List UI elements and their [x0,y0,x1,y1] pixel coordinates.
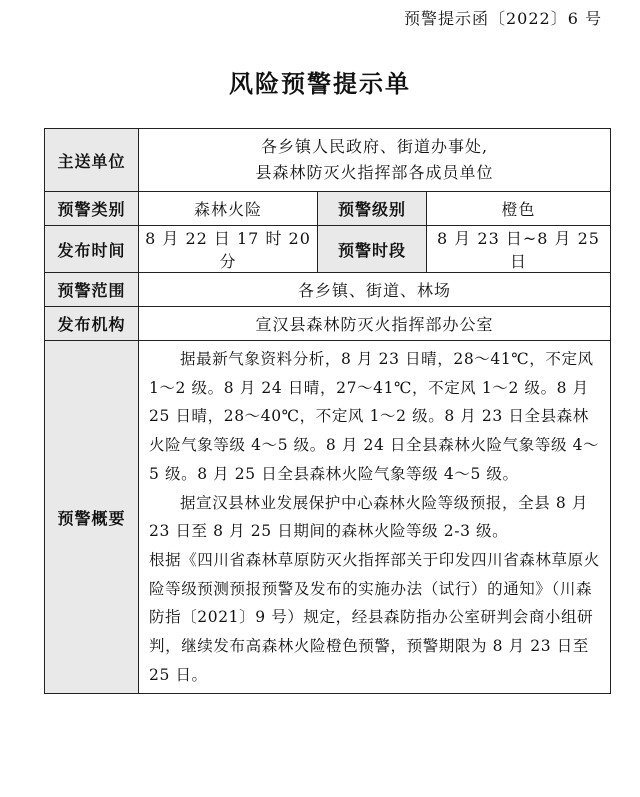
summary-label: 预警概要 [45,341,139,694]
document-title: 风险预警提示单 [229,69,411,98]
warning-period-label: 预警时段 [318,226,427,273]
scope-row [45,273,611,307]
send-to-row [45,129,611,192]
warning-scope-label: 预警范围 [45,273,139,307]
warning-level-label: 预警级别 [318,192,427,226]
send-to-line-2: 县森林防灭火指挥部各成员单位 [255,163,494,182]
summary-row [45,341,611,694]
send-to-label: 主送单位 [45,129,139,192]
type-level-row [45,192,611,226]
summary-paragraph-2: 据宣汉县林业发展保护中心森林火险等级预报，全县 8 月 23 日至 8 月 25 日期间的森林火险等级 2-3 级。 [149,493,588,541]
issuing-agency-label: 发布机构 [45,307,139,341]
warning-type-label: 预警类别 [45,192,139,226]
warning-period-value: 8 月 23 日~8 月 25 日 [427,226,611,273]
document-number: 预警提示函〔2022〕6 号 [404,9,602,28]
send-to-value [139,129,611,192]
warning-notice-table [44,128,611,694]
warning-scope-value: 各乡镇、街道、林场 [139,273,611,307]
release-time-label: 发布时间 [45,226,139,273]
summary-paragraph-1: 据最新气象资料分析，8 月 23 日晴，28～41℃，不定风 1～2 级。8 月 24 日晴，27～41℃，不定风 1～2 级。8 月 25 日晴，28～40℃，不定风 1～2 级。8 月 23 日全县森林火险气象等级 4～5 级。8 月 24 日全县森林火险气象等级 4～5 级。8 月 25 日全县森林火险气象等级 4～5 级。 [149,350,600,483]
summary-paragraph-3: 根据《四川省森林草原防灭火指挥部关于印发四川省森林草原火险等级预测预报预警及发布的实施办法（试行）的通知》（川森防指〔2021〕9 号）规定，经县森防指办公室研判会商小组研判，继续发布高森林火险橙色预警，预警期限为 8 月 23 日至 25 日。 [149,550,600,684]
agency-row [45,307,611,341]
time-period-row [45,226,611,273]
send-to-line-1: 各乡镇人民政府、街道办事处, [260,137,489,156]
summary-content [139,341,611,694]
issuing-agency-value: 宣汉县森林防灭火指挥部办公室 [139,307,611,341]
warning-type-value: 森林火险 [139,192,318,226]
warning-level-value: 橙色 [427,192,611,226]
release-time-value: 8 月 22 日 17 时 20 分 [139,226,318,273]
